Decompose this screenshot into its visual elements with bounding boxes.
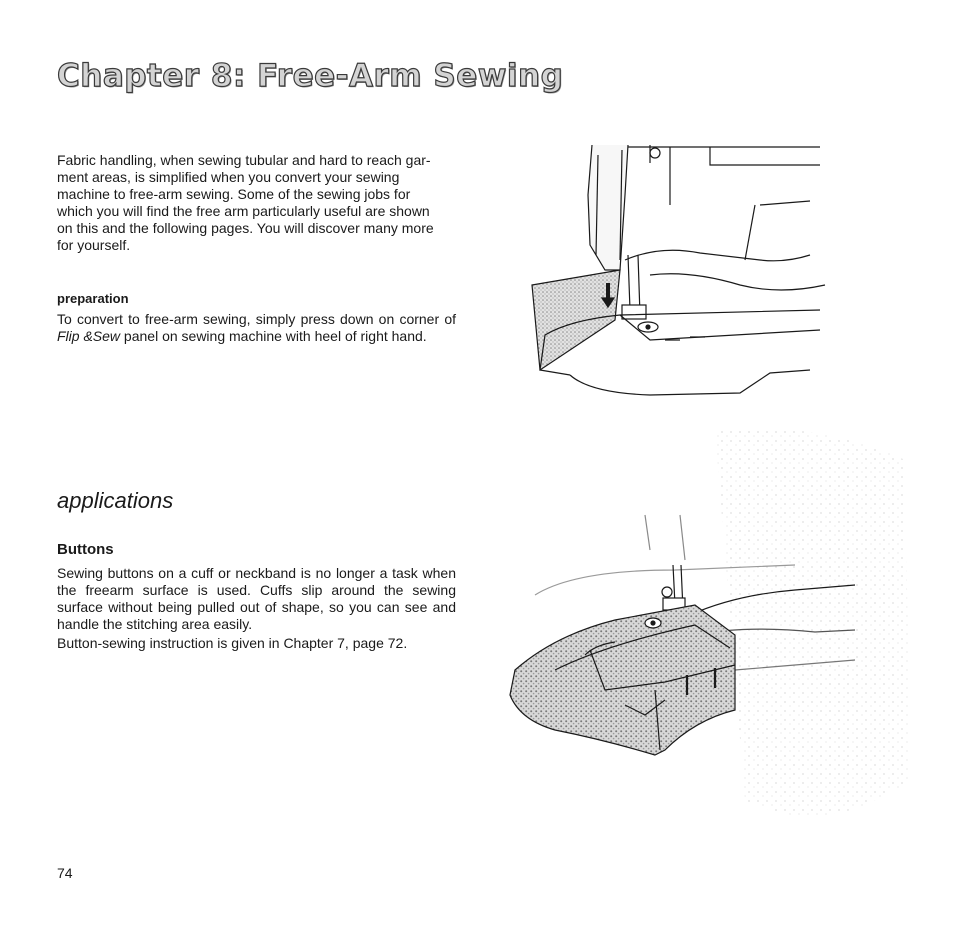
applications-heading: applications [57, 488, 174, 513]
intro-line: which you will find the free arm particularly useful are shown [57, 203, 430, 219]
intro-paragraph [57, 152, 456, 254]
buttons-heading: Buttons [57, 541, 114, 558]
intro-line: for yourself. [57, 237, 131, 253]
preparation-text-start: To convert to free-arm sewing, simply press down on corner of [57, 311, 456, 327]
preparation-heading: preparation [57, 291, 129, 306]
button-sewing-reference: Button-sewing instruction is given in Chapter 7, page 72. [57, 635, 408, 651]
button-sewing-illustration [495, 420, 915, 860]
preparation-paragraph [57, 311, 456, 345]
intro-line: on this and the following pages. You will discover many more [57, 220, 434, 236]
page-number: 74 [57, 865, 73, 881]
intro-line: machine to free-arm sewing. Some of the sewing jobs for [57, 186, 411, 202]
intro-line: Fabric handling, when sewing tubular and hard to reach gar- [57, 152, 431, 168]
chapter-title: Chapter 8: Free-Arm Sewing [57, 58, 564, 94]
intro-line: ment areas, is simplified when you convert your sewing [57, 169, 400, 185]
buttons-paragraph: Sewing buttons on a cuff or neckband is no longer a task when the freearm surface is used. Cuffs slip around the sewing surface without being pulled out of shape, so you can see and handle the stitching area easily. [57, 565, 456, 632]
flip-sew-panel-name: Flip &Sew [57, 328, 121, 344]
preparation-text-end: panel on sewing machine with heel of right hand. [120, 328, 427, 344]
free-arm-conversion-illustration [510, 135, 830, 400]
